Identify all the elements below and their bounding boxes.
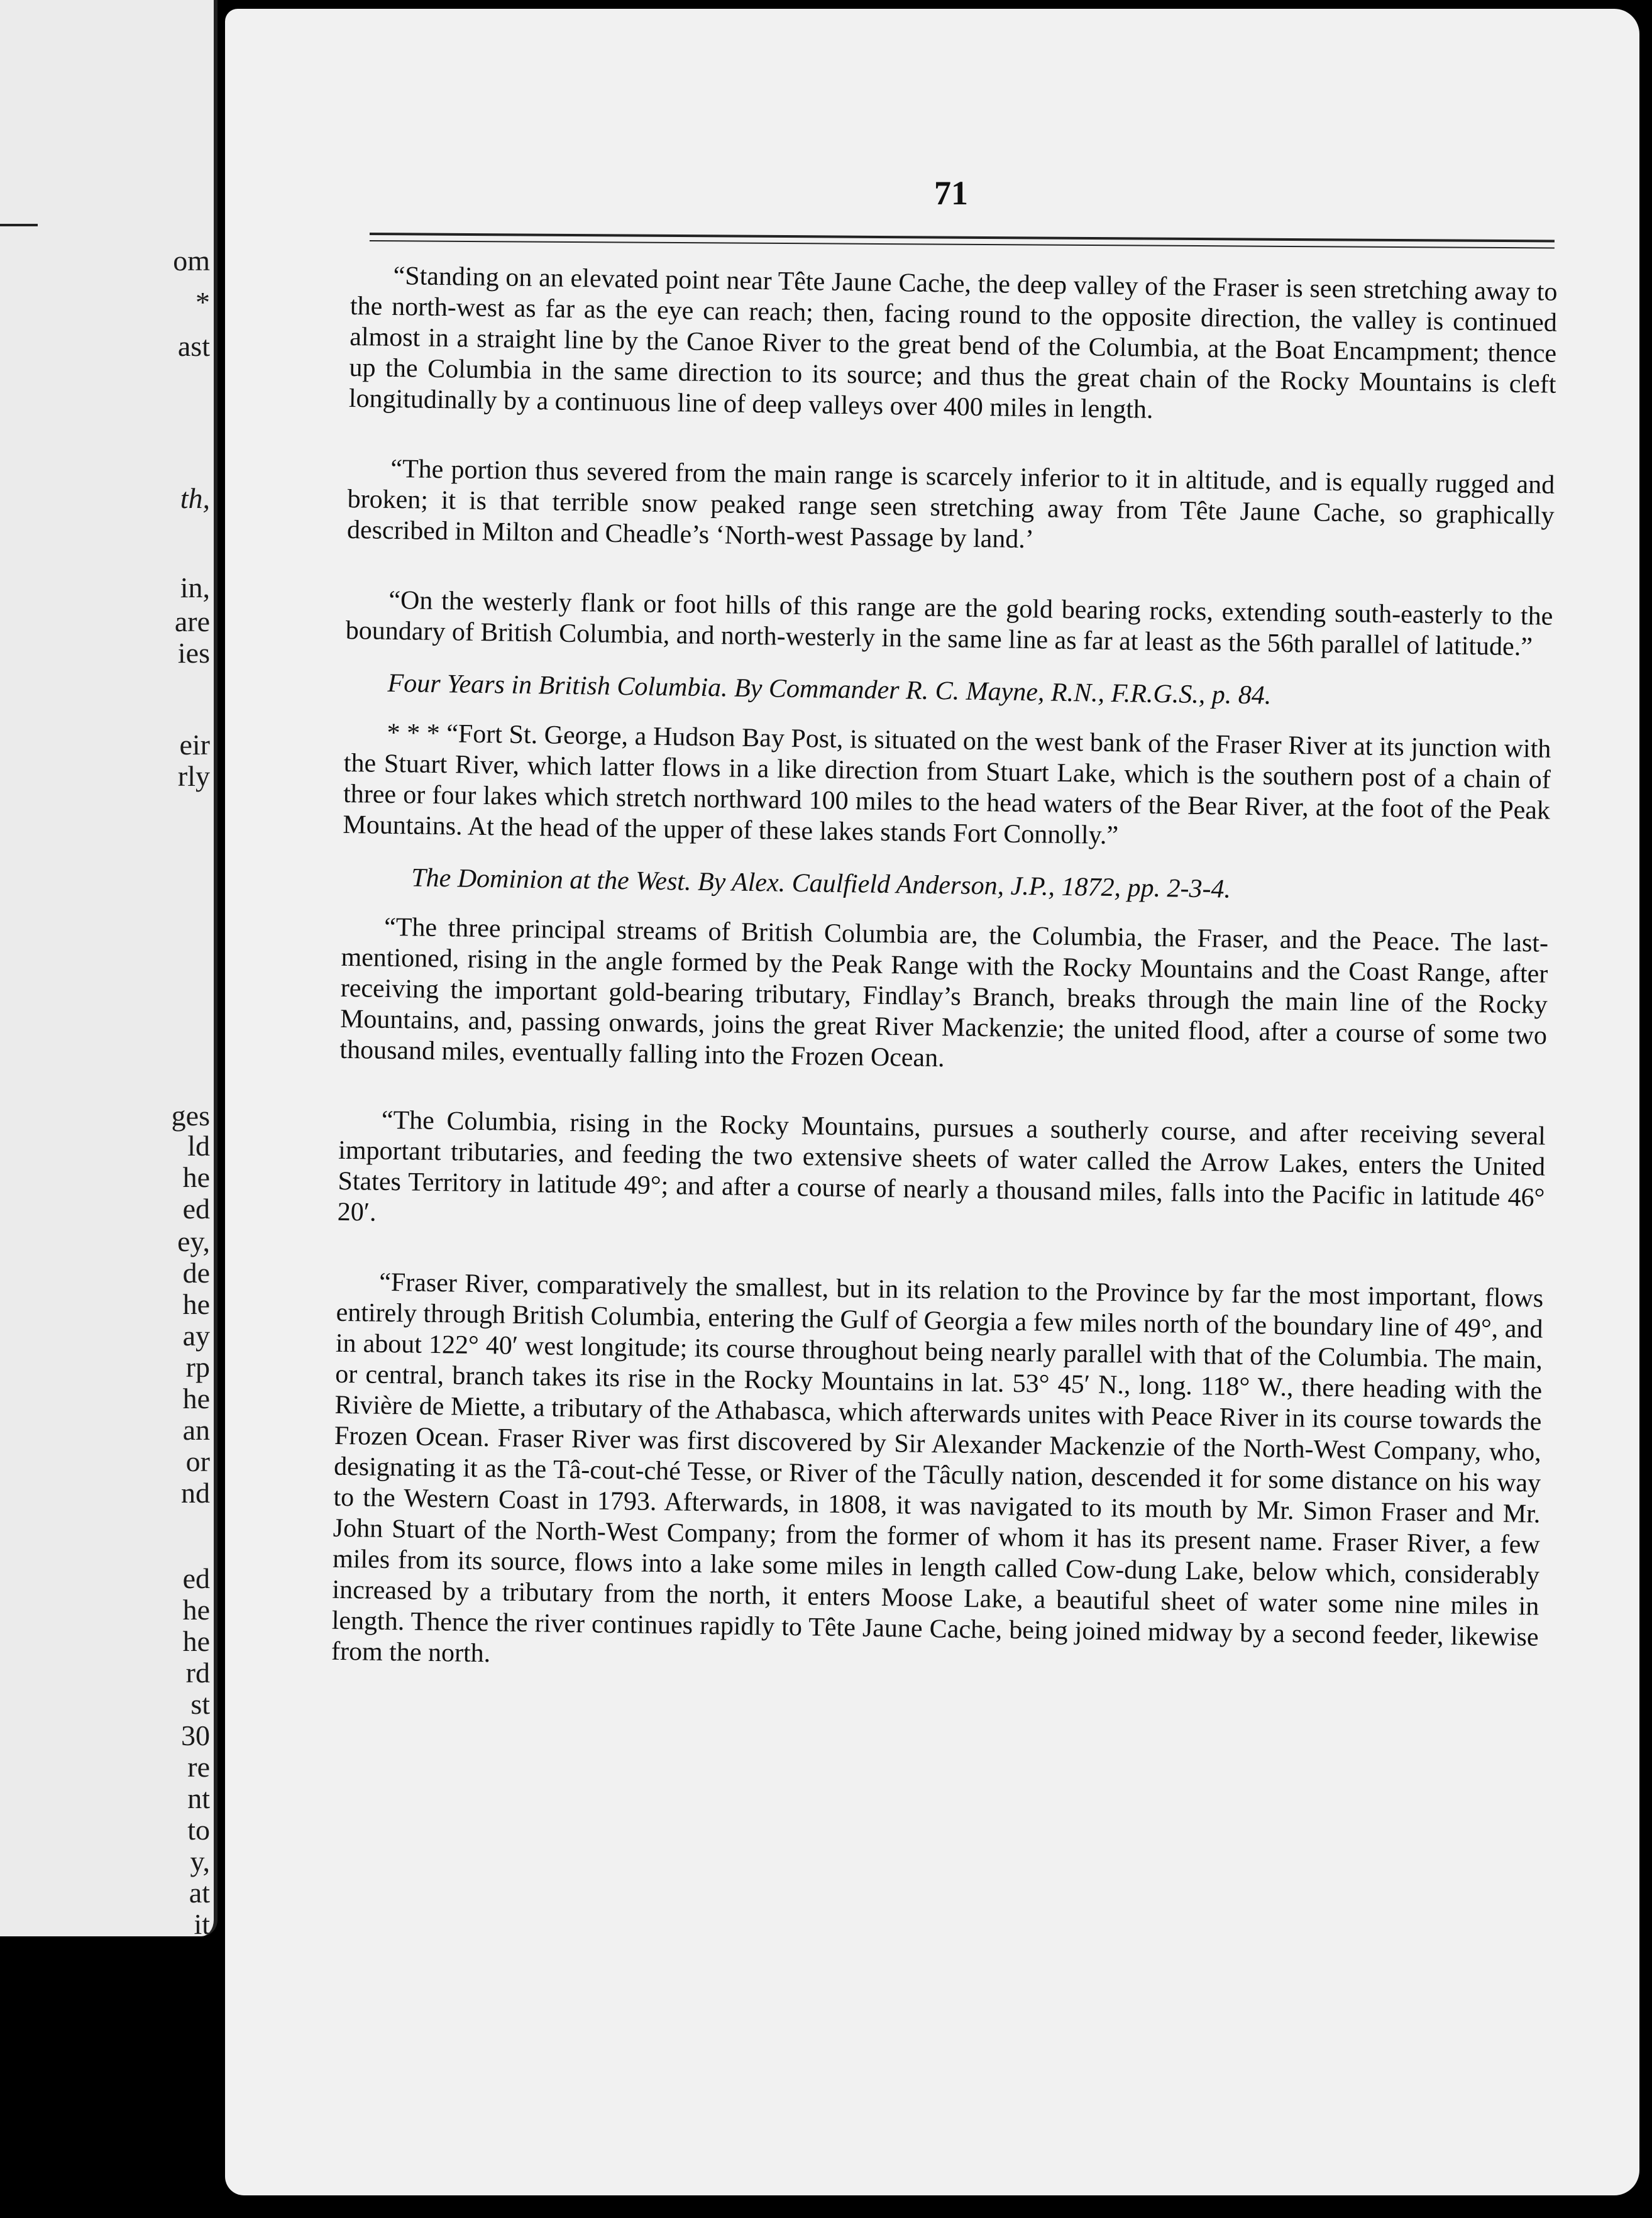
left-page-fragment: th,	[180, 482, 210, 514]
left-page-fragment: rly	[177, 760, 210, 792]
left-page-fragment: he	[182, 1161, 210, 1193]
left-page-fragment: rp	[185, 1351, 210, 1383]
left-page-fragment: to	[187, 1814, 210, 1846]
left-page-fragment: *	[195, 286, 210, 318]
citation-anderson: The Dominion at the West. By Alex. Caulfield Anderson, J.P., 1872, pp. 2-3-4.	[410, 863, 1231, 904]
left-page-fragment: it	[194, 1908, 210, 1936]
left-page-fragment: ed	[182, 1193, 210, 1225]
paragraph-gold-bearing-rocks: “On the westerly flank or foot hills of this range are the gold bearing rocks, extending south-easterly to the boundary of British Columbia, and north-westerly in the same line as far at least as the 56th parallel of latitude.”	[345, 585, 1553, 662]
paragraph-columbia: “The Columbia, rising in the Rocky Mountains, pursues a southerly course, and after receiving several important tributaries, and feeding the two extensive sheets of water called the Arrow Lakes, enters the United States Territory in latitude 49°; and after a course of nearly a thousand miles, falls into the Pacific in latitude 46° 20′.	[337, 1105, 1546, 1227]
left-facing-page	[0, 0, 218, 1936]
left-page-fragment: or	[185, 1445, 210, 1477]
left-page-fragment: y,	[190, 1845, 210, 1877]
left-page-fragment: he	[182, 1625, 210, 1657]
left-page-fragment: re	[187, 1751, 210, 1783]
left-page-fragment: ges	[171, 1100, 210, 1132]
header-double-rule	[370, 233, 1555, 249]
paragraph-fort-st-george: * * * “Fort St. George, a Hudson Bay Post, is situated on the west bank of the Fraser River at its junction with the Stuart River, which latter flows in a like direction from Stuart Lake, which is the southern post of a chain of three or four lakes which stretch northward 100 miles to the head waters of the Bear River, at the foot of the Peak Mountains. At the head of the upper of these lakes stands Fort Connolly.”	[343, 718, 1551, 851]
left-page-fragment: ies	[177, 637, 210, 669]
page-body	[331, 260, 1558, 1723]
left-page-fragment: st	[190, 1688, 210, 1720]
left-page-fragment: eir	[179, 729, 210, 761]
paragraph-fraser-river: “Fraser River, comparatively the smallest, but in its relation to the Province by far the most important, flows entirely through British Columbia, entering the Gulf of Georgia a few miles north of the boundary line of 49°, and in about 122° 40′ west longitude; its course throughout being nearly parallel with that of the Columbia. The main, or central, branch takes its rise in the Rocky Mountains in lat. 53° 45′ N., long. 118° W., there heading with the Rivière de Miette, a tributary of the Athabasca, which afterwards unites with Peace River in its course towards the Frozen Ocean. Fraser River was first discovered by Sir Alexander Mackenzie of the North-West Company, who, designating it as the Tâ-cout-ché Tesse, or River of the Tâcully nation, descended it for some distance on his way to the Western Coast in 1793. Afterwards, in 1808, it was navigated to its mouth by Mr. Simon Fraser and Mr. John Stuart of the North-West Company; from the former of whom it has its present name. Fraser River, a few miles from its source, flows into a lake some miles in length called Cow-dung Lake, below which, considerably increased by a tributary from the north, it enters Moose Lake, a beautiful sheet of water some nine miles in length. Thence the river continues rapidly to Tête Jaune Cache, being joined midway by a second feeder, likewise from the north.	[331, 1267, 1544, 1669]
paragraph-severed-range: “The portion thus severed from the main range is scarcely inferior to it in altitude, and is equally rugged and broken; it is that terrible snow peaked range seen stretching away from Tête Jaune Cache, so graphically described in Milton and Cheadle’s ‘North-west Passage by land.’	[346, 454, 1555, 554]
left-page-fragment: nd	[181, 1477, 210, 1509]
left-page-fragment: de	[182, 1257, 210, 1289]
left-page-fragment: ay	[182, 1320, 210, 1352]
left-page-fragment: nt	[187, 1782, 210, 1814]
left-page-fragment: an	[182, 1414, 210, 1446]
paragraph-tete-jaune-valley: “Standing on an elevated point near Tête Jaune Cache, the deep valley of the Fraser is seen stretching away to the north-west as far as the eye can reach; then, facing round to the opposite direction, the valley is continued almost in a straight line by the Canoe River to the great bend of the Columbia, at the Boat Encampment; thence up the Columbia in the same direction to its source; and thus the great chain of the Rocky Mountains is cleft longitudinally by a continuous line of deep valleys over 400 miles in length.	[348, 261, 1558, 424]
left-page-fragment: ed	[182, 1562, 210, 1594]
left-page-fragment: he	[182, 1382, 210, 1415]
left-page-fragment: he	[182, 1288, 210, 1320]
left-page-fragment: at	[189, 1877, 210, 1909]
paragraph-three-streams: “The three principal streams of British Columbia are, the Columbia, the Fraser, and the Peace. The last-mentioned, rising in the angle formed by the Peak Range with the Rocky Mountains and the Coast Range, after receiving the important gold-bearing tributary, Findlay’s Branch, breaks through the main line of the Rocky Mountains, and, passing onwards, joins the great River Mackenzie; the united flood, after a course of some two thousand miles, eventually falling into the Frozen Ocean.	[339, 912, 1549, 1073]
citation-mayne: Four Years in British Columbia. By Commander R. C. Mayne, R.N., F.R.G.S., p. 84.	[387, 668, 1272, 710]
page-number: 71	[934, 174, 968, 212]
left-page-fragment: ast	[177, 330, 210, 362]
left-page-fragment: he	[182, 1594, 210, 1626]
left-page-header-rule	[0, 224, 38, 226]
right-page	[225, 9, 1639, 2195]
left-page-fragment: ey,	[177, 1225, 210, 1257]
left-page-fragment: are	[174, 605, 210, 637]
left-page-fragment: om	[173, 245, 210, 277]
left-page-fragment: in,	[180, 571, 210, 604]
left-page-fragment: ld	[187, 1130, 210, 1162]
left-page-fragment: 30	[181, 1719, 210, 1752]
left-page-fragment: rd	[185, 1657, 210, 1689]
